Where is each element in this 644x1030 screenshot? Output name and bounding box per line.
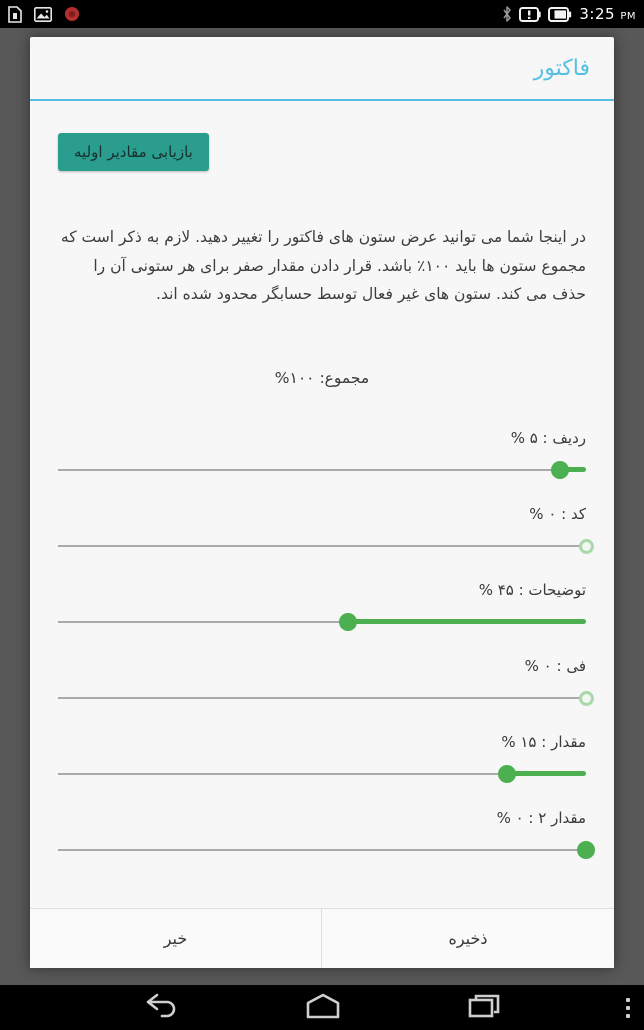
slider-label-meghdar: مقدار : ۱۵ % [501,733,586,752]
battery-alert-icon [519,7,541,22]
slider-thumb[interactable] [339,613,357,631]
slider-kod[interactable] [58,536,586,556]
clock [579,5,636,23]
reset-defaults-button[interactable]: بازیابی مقادیر اولیه [58,133,209,171]
slider-thumb[interactable] [579,691,594,706]
slider-group-kod [58,505,586,556]
navigation-bar [0,985,644,1030]
slider-group-meghdar2 [58,809,586,860]
home-button[interactable] [304,993,342,1023]
slider-label-fi: فی : ۰ % [524,657,586,676]
dialog-title: فاکتور [30,37,614,101]
file-icon [8,6,22,23]
slider-label-radif: ردیف : ۵ % [510,429,586,448]
slider-thumb[interactable] [498,765,516,783]
slider-fill [348,619,586,624]
slider-track[interactable] [58,697,586,699]
slider-meghdar2[interactable] [58,840,586,860]
slider-thumb[interactable] [551,461,569,479]
back-button[interactable] [144,993,178,1023]
recents-button[interactable] [468,993,500,1023]
slider-track[interactable] [58,469,586,471]
factor-dialog [30,37,614,968]
slider-label-tozihat: توضیحات : ۴۵ % [478,581,586,600]
dialog-footer [30,908,614,968]
slider-label-kod: کد : ۰ % [529,505,586,524]
dialog-body [30,101,614,908]
slider-track[interactable] [58,849,586,851]
record-icon [64,6,80,22]
save-button[interactable]: ذخیره [322,909,614,968]
battery-icon [548,7,572,22]
slider-thumb[interactable] [579,539,594,554]
slider-radif[interactable] [58,460,586,480]
gallery-icon [34,7,52,22]
slider-track[interactable] [58,545,586,547]
status-bar [0,0,644,28]
total-percentage-label: مجموع: ۱۰۰% [274,369,370,388]
slider-meghdar[interactable] [58,764,586,784]
notification-icons [8,6,80,23]
clock-meridiem: PM [620,11,636,22]
overflow-menu-button[interactable] [626,998,630,1018]
dialog-description: در اینجا شما می توانید عرض ستون های فاکتور را تغییر دهید. لازم به ذکر است که مجموع ستون ها باید ۱۰۰٪ باشد. قرار دادن مقدار صفر برای هر ستونی آن را حذف می کند. ستون های غیر فعال توسط حسابگر محدود شده اند. [60,228,586,304]
slider-tozihat[interactable] [58,612,586,632]
slider-group-meghdar [58,733,586,784]
slider-group-radif [58,429,586,480]
slider-list [30,429,614,860]
slider-group-tozihat [58,581,586,632]
slider-label-meghdar2: مقدار ۲ : ۰ % [496,809,586,828]
slider-fill [507,771,586,776]
slider-thumb[interactable] [577,841,595,859]
slider-group-fi [58,657,586,708]
no-button[interactable]: خیر [30,909,322,968]
slider-fi[interactable] [58,688,586,708]
bluetooth-icon [502,6,512,22]
clock-time: 3:25 [579,5,616,23]
